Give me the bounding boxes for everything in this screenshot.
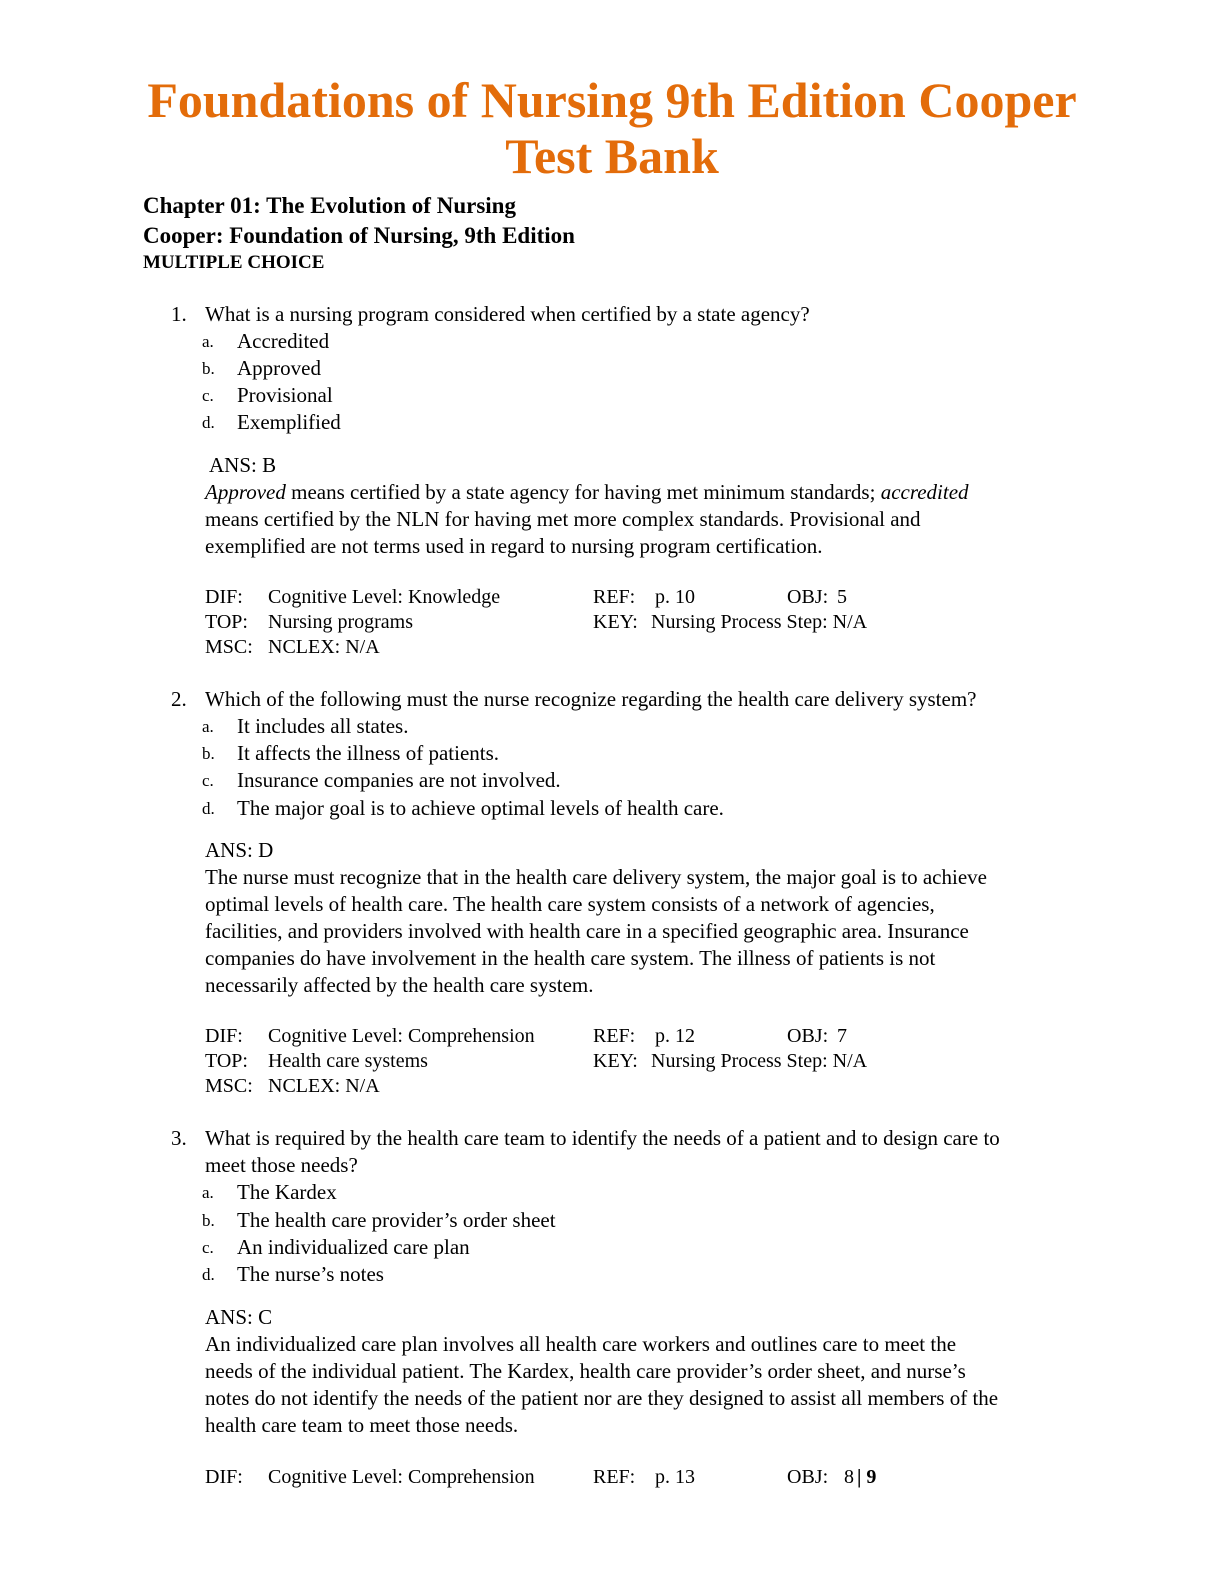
ref-label: REF:	[593, 1025, 636, 1047]
option-text: It includes all states.	[237, 714, 409, 738]
rationale-text: means certified by a state agency for having met minimum standards;	[285, 480, 881, 504]
dif-label: DIF:	[205, 1025, 243, 1047]
question-number: 3.	[171, 1126, 187, 1150]
rationale-line: necessarily affected by the health care system.	[205, 973, 594, 997]
option-text: The health care provider’s order sheet	[237, 1208, 556, 1232]
obj-value: 5	[837, 586, 847, 608]
document-title-line1: Foundations of Nursing 9th Edition Cooper	[147, 72, 1077, 128]
section-heading: MULTIPLE CHOICE	[143, 252, 325, 273]
rationale-line: optimal levels of health care. The health care system consists of a network of agencies,	[205, 892, 935, 916]
rationale-line: means certified by the NLN for having met more complex standards. Provisional and	[205, 507, 921, 531]
page-number: | 9	[857, 1466, 877, 1488]
top-value: Health care systems	[268, 1050, 428, 1072]
obj-label: OBJ:	[787, 1466, 829, 1488]
option-text: Accredited	[237, 329, 330, 353]
rationale-line	[205, 479, 969, 506]
top-value: Nursing programs	[268, 611, 413, 633]
option-letter: a.	[202, 1183, 214, 1202]
option-letter: b.	[202, 1211, 215, 1230]
answer-key: ANS: C	[205, 1305, 273, 1329]
key-value: Nursing Process Step: N/A	[651, 611, 868, 633]
rationale-line: health care team to meet those needs.	[205, 1413, 519, 1437]
document-title-line2: Test Bank	[505, 128, 719, 184]
answer-key: ANS: B	[209, 453, 277, 477]
option-text: The nurse’s notes	[237, 1262, 384, 1286]
question-stem: meet those needs?	[205, 1153, 358, 1177]
rationale-line: exemplified are not terms used in regard to nursing program certification.	[205, 534, 823, 558]
book-heading: Cooper: Foundation of Nursing, 9th Edition	[143, 223, 575, 248]
ref-value: p. 10	[655, 586, 695, 608]
top-label: TOP:	[205, 1050, 248, 1072]
obj-value: 7	[837, 1025, 847, 1047]
dif-value: Cognitive Level: Comprehension	[268, 1466, 535, 1488]
option-letter: c.	[202, 386, 214, 405]
option-text: Approved	[237, 356, 321, 380]
dif-value: Cognitive Level: Knowledge	[268, 586, 501, 608]
rationale-line: notes do not identify the needs of the patient nor are they designed to assist all members of the	[205, 1386, 999, 1410]
ref-label: REF:	[593, 586, 636, 608]
rationale-line: needs of the individual patient. The Kardex, health care provider’s order sheet, and nurse’s	[205, 1359, 966, 1383]
question-number: 1.	[171, 302, 187, 326]
dif-value: Cognitive Level: Comprehension	[268, 1025, 535, 1047]
msc-label: MSC:	[205, 636, 253, 658]
obj-label: OBJ:	[787, 1025, 829, 1047]
ref-value: p. 12	[655, 1025, 695, 1047]
answer-key: ANS: D	[205, 838, 274, 862]
rationale-line: An individualized care plan involves all health care workers and outlines care to meet the	[205, 1332, 957, 1356]
rationale-line: companies do have involvement in the health care system. The illness of patients is not	[205, 946, 936, 970]
option-text: Exemplified	[237, 410, 341, 434]
option-text: Provisional	[237, 383, 333, 407]
option-letter: d.	[202, 413, 215, 432]
question-stem: Which of the following must the nurse recognize regarding the health care delivery system?	[205, 687, 977, 711]
option-letter: a.	[202, 332, 214, 351]
option-letter: a.	[202, 717, 214, 736]
dif-label: DIF:	[205, 1466, 243, 1488]
ref-label: REF:	[593, 1466, 636, 1488]
option-letter: d.	[202, 799, 215, 818]
question-stem: What is required by the health care team to identify the needs of a patient and to design care to	[205, 1126, 1000, 1150]
option-letter: b.	[202, 359, 215, 378]
rationale-line: facilities, and providers involved with health care in a specified geographic area. Insurance	[205, 919, 969, 943]
rationale-emphasis: Approved	[205, 480, 286, 504]
rationale-emphasis: accredited	[880, 480, 969, 504]
option-text: The major goal is to achieve optimal levels of health care.	[237, 796, 724, 820]
question-number: 2.	[171, 687, 187, 711]
top-label: TOP:	[205, 611, 248, 633]
option-text: An individualized care plan	[237, 1235, 470, 1259]
key-label: KEY:	[593, 1050, 638, 1072]
option-letter: d.	[202, 1265, 215, 1284]
msc-label: MSC:	[205, 1075, 253, 1097]
msc-value: NCLEX: N/A	[268, 636, 380, 658]
key-label: KEY:	[593, 611, 638, 633]
option-text: Insurance companies are not involved.	[237, 768, 561, 792]
option-letter: c.	[202, 771, 214, 790]
option-text: It affects the illness of patients.	[237, 741, 500, 765]
msc-value: NCLEX: N/A	[268, 1075, 380, 1097]
option-letter: b.	[202, 744, 215, 763]
chapter-heading: Chapter 01: The Evolution of Nursing	[143, 193, 516, 218]
dif-label: DIF:	[205, 586, 243, 608]
obj-label: OBJ:	[787, 586, 829, 608]
rationale-line: The nurse must recognize that in the health care delivery system, the major goal is to achieve	[205, 865, 987, 889]
option-text: The Kardex	[237, 1180, 337, 1204]
key-value: Nursing Process Step: N/A	[651, 1050, 868, 1072]
question-stem: What is a nursing program considered when certified by a state agency?	[205, 302, 810, 326]
option-letter: c.	[202, 1238, 214, 1257]
obj-value: 8	[844, 1466, 854, 1488]
ref-value: p. 13	[655, 1466, 695, 1488]
